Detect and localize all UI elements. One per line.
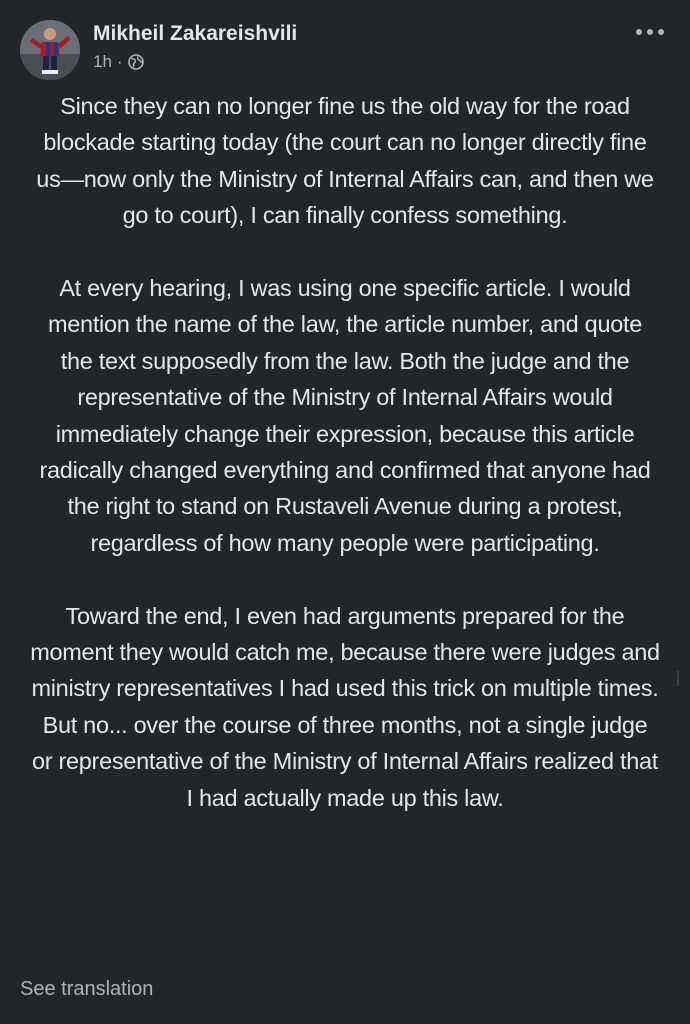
author-name[interactable]: Mikheil Zakareishvili [93,22,298,45]
post-header [20,18,670,80]
more-options-button[interactable] [630,18,670,46]
meta-separator: · [116,52,123,71]
avatar[interactable] [20,20,80,80]
post-paragraph-2: At every hearing, I was using one specific article. I would mention the name of the law, the article number, and quote the text supposedly from the law. Both the judge and the representative of the Ministry of Internal Affairs would immediately change their expression, because this article radically changed everything and confirmed that anyone had the right to stand on Rustaveli Avenue during a protest, regardless of how many people were participating. [39,275,651,556]
scrollbar[interactable] [677,670,679,686]
globe-icon[interactable] [128,54,144,70]
see-translation-link[interactable]: See translation [20,978,154,1000]
post-text [30,88,660,816]
post-meta [93,52,144,72]
post-paragraph-3: Toward the end, I even had arguments prepared for the moment they would catch me, because there were judges and ministry representatives I had used this trick on multiple times. But no... over the course of three months, not a single judge or representative of the Ministry of Internal Affairs realized that I had actually made up this law. [30,602,660,811]
post-paragraph-1: Since they can no longer fine us the old way for the road blockade starting today (the court can no longer directly fine us—now only the Ministry of Internal Affairs can, and then we go to court), I can finally confess something. [36,93,654,229]
profile-avatar-image [20,20,80,80]
more-horizontal-icon [635,28,665,36]
post-time[interactable]: 1h [93,52,112,71]
